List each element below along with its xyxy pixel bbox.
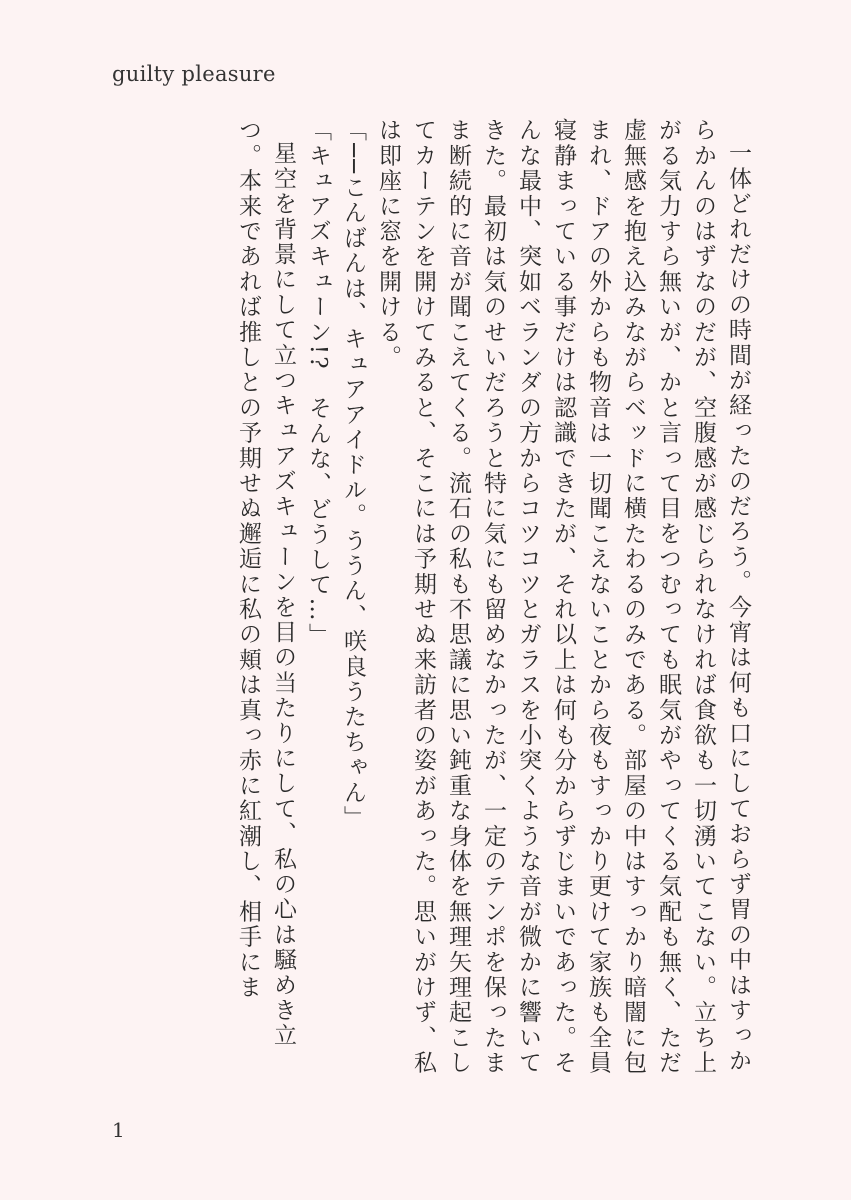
dialogue-line-1: 「──こんばんは、キュアアイドル。ううん、咲良うたちゃん」 xyxy=(340,118,366,831)
running-header-title: guilty pleasure xyxy=(112,62,276,86)
dialogue-line-2: 「キュアズキューン!? そんな、どうして…」 xyxy=(305,118,331,648)
paragraph-narration-1: 一体どれだけの時間が経ったのだろう。今宵は何も口にしておらず胃の中はすっからかんのはずなのだが、空腹感が感じられなければ食欲も一切湧いてこない。立ち上がる気力すら無いが、かと言って目をつむっても眠気がやってくる気配も無く、ただ虚無感を抱え込みながらベッドに横たわるのみである。部屋の中はすっかり暗闇に包まれ、ドアの外からも物音は一切聞こえないことから夜もすっかり更けて家族も全員寝静まっている事だけは認識できたが、それ以上は何も分からずじまいであった。そんな最中、突如ベランダの方からコツコツとガラスを小突くような音が微かに響いてきた。最初は気のせいだろうと特に気にも留めなかったが、一定のテンポを保ったまま断続的に音が聞こえてくる。流石の私も不思議に思い鈍重な身体を無理矢理起こしてカーテンを開けてみると、そこには予期せぬ来訪者の姿があった。思いがけず、私は即座に窓を開ける。 xyxy=(375,118,751,1076)
page-number: 1 xyxy=(112,1118,125,1142)
vertical-body-text xyxy=(95,118,755,1078)
paragraph-narration-2: 星空を背景にして立つキュアズキューンを目の当たりにして、私の心は騒めき立つ。本来であれば推しとの予期せぬ邂逅に私の頬は真っ赤に紅潮し、相手にま xyxy=(235,118,296,1049)
